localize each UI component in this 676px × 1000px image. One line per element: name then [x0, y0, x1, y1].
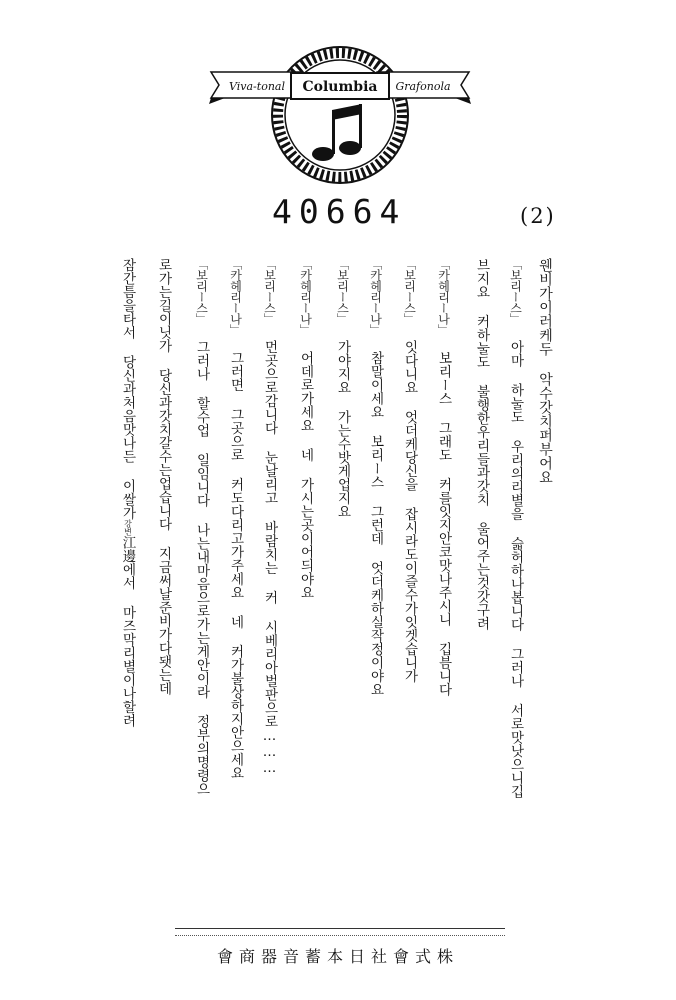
footer-divider	[175, 928, 505, 936]
lyric-text: 그러면 그곳으로 커도다리고가주세요 네 커가불상하지안으세요	[227, 351, 244, 780]
lyric-line	[368, 258, 382, 918]
speaker-label: 「보리ー스」	[262, 258, 277, 324]
lyric-line	[228, 258, 242, 918]
lyric-line	[298, 258, 312, 918]
logo-left-banner-text: Viva-tonal	[229, 80, 285, 93]
page-number: (2)	[520, 204, 556, 228]
lyric-line	[474, 258, 488, 918]
speaker-label: 「보리ー스」	[508, 258, 523, 324]
lyric-text: 브지요 커하눌도 불행한우리들과갓치 울어주는것갓구려	[473, 258, 490, 630]
speaker-label: 「카헤리ー나」	[228, 258, 243, 335]
speaker-label: 「카헤리ー나」	[298, 258, 313, 335]
logo-center-text: Columbia	[302, 79, 378, 95]
lyric-text: 가야지요 가는수밧게업지요	[334, 340, 351, 518]
lyric-text: 보리ー스 그래도 커를잇지안코맛나주시니 깁븜니다	[435, 351, 452, 696]
lyric-text: 江邊에서 마즈막리별이나할려	[119, 535, 136, 727]
lyric-text: 웬비가이러케두 악수갓치퍼부어요	[537, 258, 553, 484]
logo-right-banner-text: Grafonola	[395, 80, 451, 93]
lyric-line	[402, 258, 416, 918]
furigana-annotation: 강변	[123, 519, 133, 536]
speaker-label: 「보리ー스」	[335, 258, 350, 324]
publisher-footer: 會商器音蓄本日社會式株	[216, 947, 459, 966]
lyric-line	[508, 258, 522, 918]
speaker-label: 「카헤리ー나」	[436, 258, 451, 335]
lyric-text: 먼곳으로감니다 눈날리고 바람치는 커 시베리아벌판으로………	[261, 340, 278, 776]
lyric-line	[262, 258, 276, 918]
lyric-text: 참말이세요 보리ー스 그런데 엇더케하실작정이야요	[367, 351, 384, 696]
speaker-label: 「보리ー스」	[194, 258, 209, 324]
lyric-line	[436, 258, 450, 918]
columbia-logo	[205, 38, 475, 188]
lyric-text: 어데로가세요 네 가시는곳이어듸야요	[297, 351, 314, 599]
lyric-text: 로가는길이닛가 당신과갓치갈수는업습니다 지금써날준비가다됏는데	[155, 258, 172, 695]
lyric-line	[335, 258, 349, 918]
lyric-text: 아마 하눌도 우리의리별을 슯허하나봅니다 그러나 서로맛낫으니깁	[507, 340, 524, 798]
lyric-line	[156, 258, 170, 918]
lyric-text: 잇다니요 엇더케당신을 잡시라도이즐수가잇겟습니가	[401, 340, 418, 683]
lyric-line	[194, 258, 208, 918]
lyric-line	[538, 258, 552, 918]
lyric-text: 잠간틈을타서 당신과처음맛나든 이쌀가	[119, 258, 136, 520]
speaker-label: 「카헤리ー나」	[368, 258, 383, 335]
record-number: 40664	[272, 192, 407, 231]
lyric-text: 그러나 할수업 일임니다 나는내마음으로가는게안이라 정부의명령으	[193, 340, 210, 796]
speaker-label: 「보리ー스」	[402, 258, 417, 324]
lyric-line	[120, 258, 134, 918]
